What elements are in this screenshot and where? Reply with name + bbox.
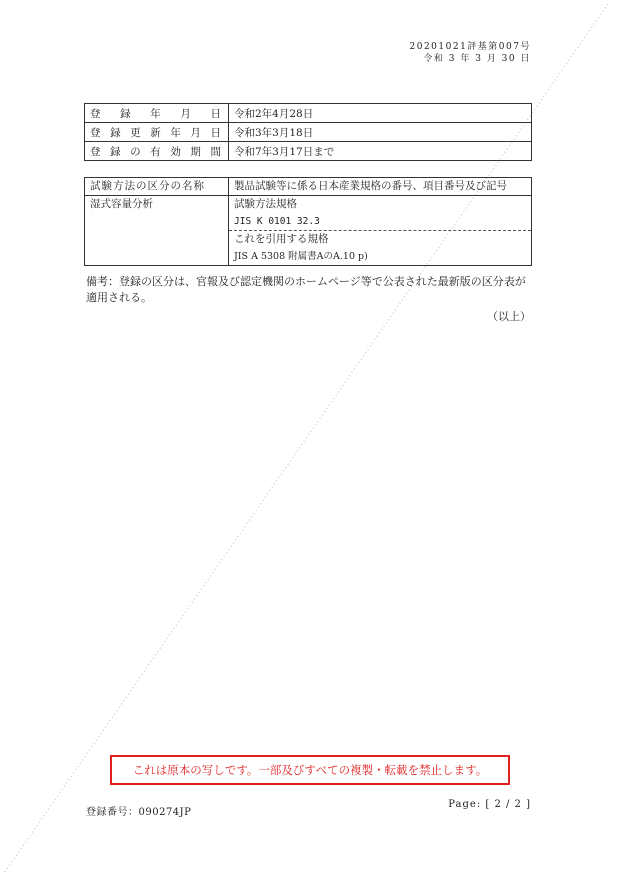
registration-table (84, 103, 532, 161)
table-header-row (85, 178, 532, 196)
page-number: Page: [ 2 / 2 ] (448, 799, 531, 810)
copy-notice-text: これは原本の写しです。一部及びすべての複製・転載を禁止します。 (132, 763, 488, 777)
registration-date-label: 登録年月日 (85, 104, 229, 123)
category-cell: 湿式容量分析 (85, 196, 229, 266)
validity-period-value: 令和7年3月17日まで (229, 142, 532, 161)
table-row (85, 104, 532, 123)
copy-notice-box (110, 755, 510, 785)
citing-standard-label: これを引用する規格 (229, 230, 531, 248)
table-row (85, 142, 532, 161)
column-header-category: 試験方法の区分の名称 (85, 178, 229, 196)
end-mark: （以上） (487, 310, 531, 323)
table-row (85, 196, 532, 266)
test-methods-table (84, 177, 532, 266)
citing-standard-value: JIS A 5308 附属書AのA.10 p) (234, 251, 368, 262)
reference-number: 20201021評基第007号 (409, 42, 531, 52)
registration-date-value: 令和2年4月28日 (229, 104, 532, 123)
column-header-standard: 製品試験等に係る日本産業規格の番号、項目番号及び記号 (229, 178, 532, 196)
issue-date: 令和 3 年 3 月 30 日 (423, 54, 531, 64)
validity-period-label: 登録の有効期間 (85, 142, 229, 161)
standard-cell (229, 196, 532, 266)
method-standard-value: JIS K 0101 32.3 (234, 216, 320, 227)
table-row (85, 123, 532, 142)
renewal-date-label: 登録更新年月日 (85, 123, 229, 142)
document-reference (410, 41, 532, 65)
remarks-note: 備考：登録の区分は、官報及び認定機関のホームページ等で公表された最新版の区分表が適用される。 (86, 275, 526, 304)
registration-number: 登録番号：090274JP (86, 807, 192, 818)
method-standard-label: 試験方法規格 (234, 198, 297, 210)
renewal-date-value: 令和3年3月18日 (229, 123, 532, 142)
